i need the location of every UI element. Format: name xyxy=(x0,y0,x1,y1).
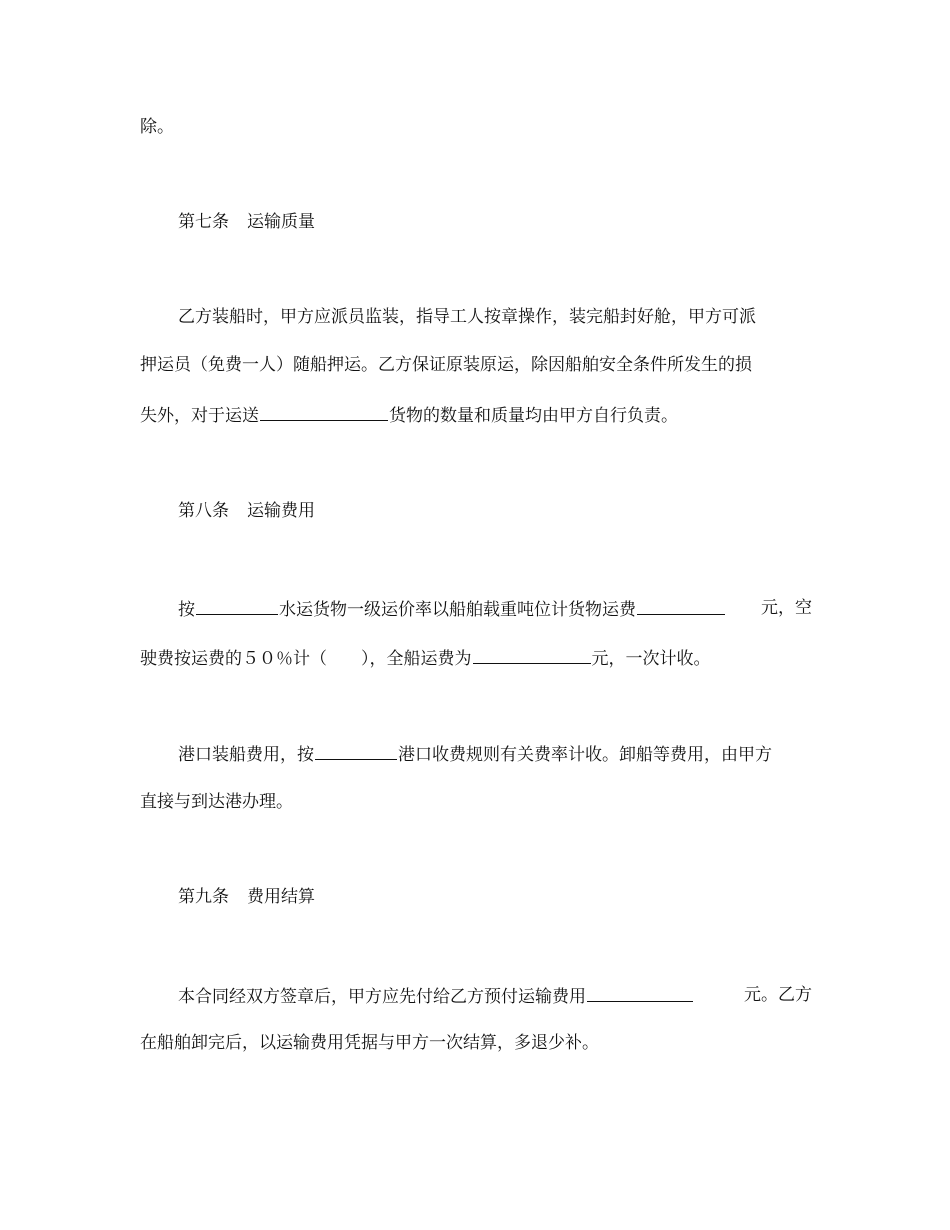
text-span: 本合同经双方签章后，甲方应先付给乙方预付运输费用 xyxy=(178,987,586,1007)
text-span: 元，空 xyxy=(761,598,812,618)
text-span: 押运员（免费一人）随船押运。乙方保证原装原运，除因船舶安全条件所发生的损 xyxy=(140,355,752,375)
article-7-para-line-3 xyxy=(140,402,812,428)
text-span: 按 xyxy=(178,600,195,620)
article-9-heading xyxy=(178,885,812,909)
text-span: 乙方装船时，甲方应派员监装，指导工人按章操作，装完船封好舱，甲方可派 xyxy=(178,307,756,327)
port-fee-para-line-1 xyxy=(178,741,812,767)
blank-cargo-field[interactable] xyxy=(260,402,388,421)
article-9-title: 费用结算 xyxy=(247,887,315,907)
blank-port-rule-field[interactable] xyxy=(315,741,397,760)
article-7-para-line-1 xyxy=(178,305,812,329)
article-8-para-line-2 xyxy=(140,645,812,671)
text-span: 元。乙方 xyxy=(744,985,812,1005)
text-span: 港口收费规则有关费率计收。卸船等费用，由甲方 xyxy=(398,745,772,765)
text-span: 元，一次计收。 xyxy=(591,649,711,669)
blank-prepaid-field[interactable] xyxy=(587,983,693,1002)
text-span: 港口装船费用，按 xyxy=(178,745,314,765)
article-8-number: 第八条 xyxy=(178,501,229,521)
text-span: 在船舶卸完后，以运输费用凭据与甲方一次结算，多退少补。 xyxy=(140,1033,599,1053)
article-7-title: 运输质量 xyxy=(247,212,315,232)
text-span: 水运货物一级运价率以船舶载重吨位计货物运费 xyxy=(279,600,636,620)
blank-port-field[interactable] xyxy=(196,596,278,615)
port-fee-para-line-2 xyxy=(140,790,812,814)
blank-freight-field[interactable] xyxy=(637,596,725,615)
text-span: 直接与到达港办理。 xyxy=(140,792,293,812)
article-7-number: 第七条 xyxy=(178,212,229,232)
article-9-para-line-1 xyxy=(178,983,812,1009)
article-7-heading xyxy=(178,210,812,234)
article-9-para-line-2 xyxy=(140,1031,812,1055)
article-8-title: 运输费用 xyxy=(247,501,315,521)
text-span: 驶费按运费的５０％计（ ），全船运费为 xyxy=(140,649,472,669)
paragraph-tail xyxy=(140,115,812,139)
article-8-heading xyxy=(178,499,812,523)
article-8-para-line-1 xyxy=(178,596,812,622)
text-span: 货物的数量和质量均由甲方自行负责。 xyxy=(389,406,678,426)
text-span: 失外，对于运送 xyxy=(140,406,259,426)
paragraph-tail-text: 除。 xyxy=(140,117,174,137)
article-9-number: 第九条 xyxy=(178,887,229,907)
blank-total-freight-field[interactable] xyxy=(473,645,591,664)
article-7-para-line-2 xyxy=(140,353,812,377)
